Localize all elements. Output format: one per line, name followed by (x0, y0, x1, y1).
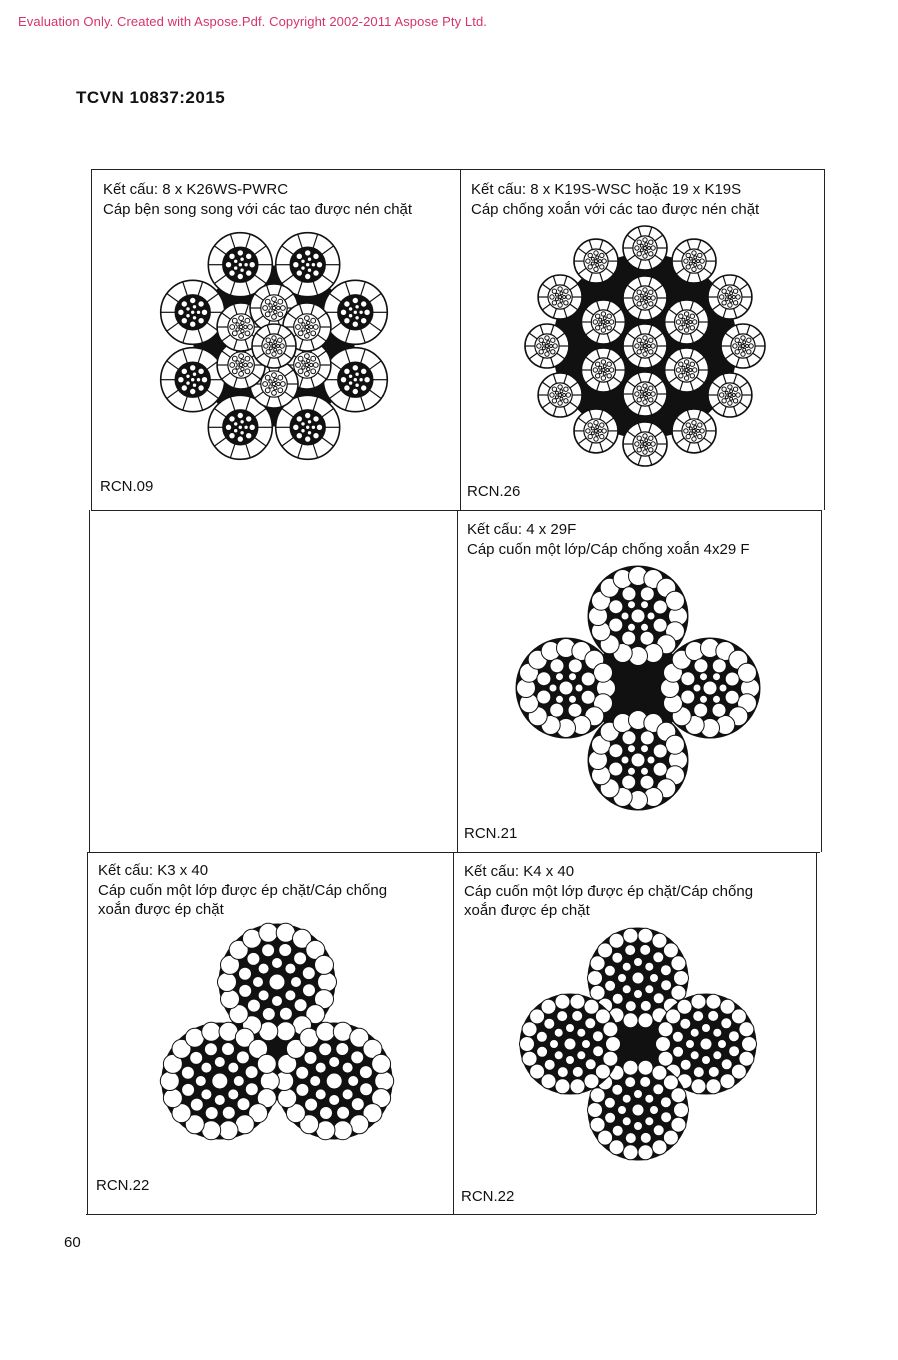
rope-code: RCN.22 (96, 1177, 150, 1194)
document-code: TCVN 10837:2015 (76, 88, 226, 107)
rope-code: RCN.22 (461, 1188, 515, 1205)
structure-label: Kết cấu: K3 x 40 (98, 862, 209, 879)
description-label-line1: Cáp cuốn một lớp được ép chặt/Cáp chống (464, 883, 754, 900)
page-number: 60 (64, 1234, 81, 1251)
watermark-text: Evaluation Only. Created with Aspose.Pdf. Copyright 2002-2011 Aspose Pty Ltd. (18, 14, 487, 29)
rope-code: RCN.09 (100, 478, 154, 495)
structure-label: Kết cấu: 8 x K26WS-PWRC (103, 181, 289, 198)
structure-label: Kết cấu: 4 x 29F (467, 521, 577, 538)
rope-cross-section-rcn22-k4 (512, 928, 764, 1160)
description-label-line1: Cáp cuốn một lớp được ép chặt/Cáp chống (98, 882, 388, 899)
rope-code: RCN.26 (467, 483, 521, 500)
description-label: Cáp chống xoắn với các tao được nén chặt (471, 201, 760, 218)
rope-cross-section-rcn09 (152, 226, 396, 466)
description-label-line2: xoắn được ép chặt (98, 901, 224, 918)
description-label: Cáp bện song song với các tao được nén chặt (103, 201, 413, 218)
structure-label: Kết cấu: K4 x 40 (464, 863, 575, 880)
description-label: Cáp cuốn một lớp/Cáp chống xoắn 4x29 F (467, 541, 750, 558)
rope-cross-section-rcn21 (513, 566, 763, 810)
structure-label: Kết cấu: 8 x K19S-WSC hoặc 19 x K19S (471, 181, 742, 198)
description-label-line2: xoắn được ép chặt (464, 902, 590, 919)
rope-cross-section-rcn22-k3 (150, 930, 404, 1152)
rope-code: RCN.21 (464, 825, 518, 842)
rope-cross-section-rcn26 (520, 226, 770, 466)
